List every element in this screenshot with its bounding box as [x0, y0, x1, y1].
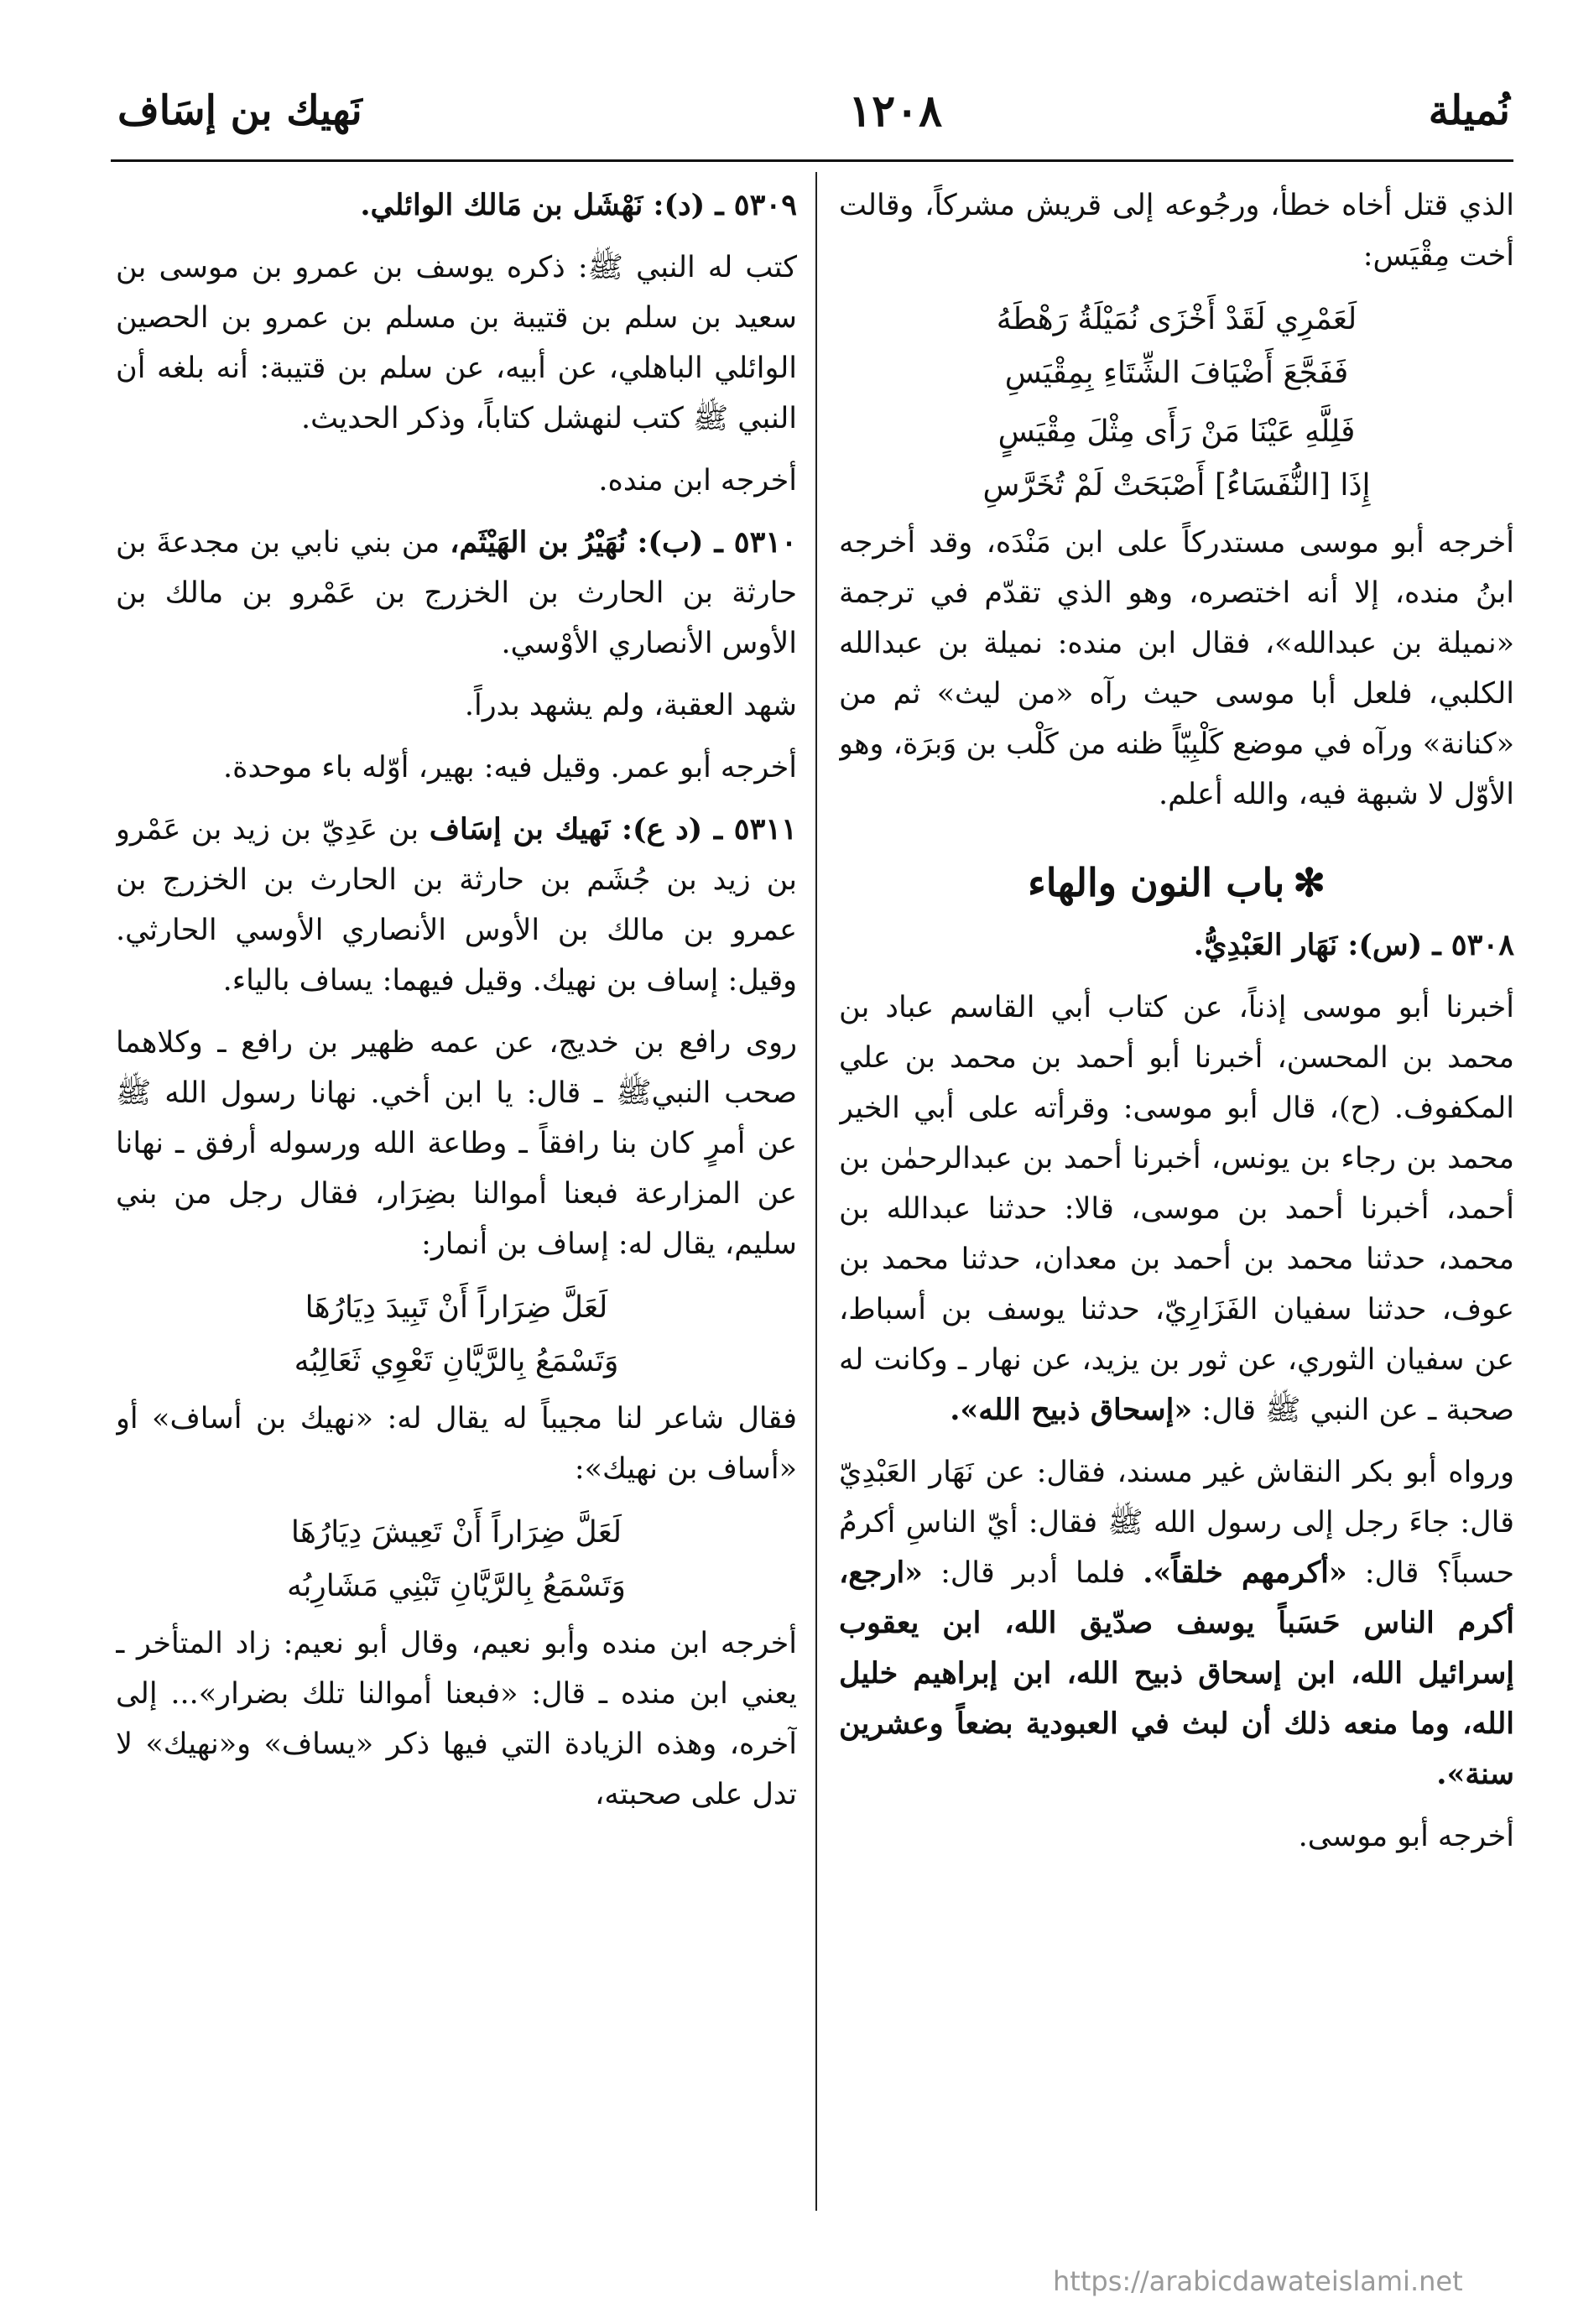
paragraph: أخرجه أبو عمر. وقيل فيه: بهير، أوّله باء موحدة. [223, 751, 797, 784]
entry-heading-5310: ٥٣١٠ ـ (ب): نُهَيْرُ بن الهَيْثَم، [450, 525, 797, 560]
chapter-title: باب النون والهاء [1028, 860, 1285, 905]
paragraph-text: من بني نابي بن مجدعةَ بن حارثة بن الحارث بن الخزرج بن عَمْرو بن مالك بن الأوس الأنصاري الأوْسي. [116, 526, 797, 660]
paragraph-text: فلما أدبر قال: [940, 1556, 1126, 1590]
paragraph: روى رافع بن خديج، عن عمه ظهير بن رافع ـ وكلاهما صحب النبيﷺ ـ قال: يا ابن أخي. نهانا رسول الله ﷺ عن أمرٍ كان بنا رافقاً ـ وطاعة الله ورسوله أرفق ـ نهانا عن المزارعة فبعنا أموالنا بضِرَار، فقال رجل من بني سليم، يقال له: إساف بن أنمار: [116, 1026, 797, 1261]
entry-heading-5311: ٥٣١١ ـ (د ع): نَهيك بن إسَاف [429, 812, 797, 847]
hadith-quote: «إسحاق ذبيح الله». [950, 1393, 1193, 1427]
header-rule [111, 159, 1513, 162]
paragraph: فقال شاعر لنا مجيباً له يقال له: «نهيك بن أساف» أو «أساف بن نهيك»: [116, 1402, 797, 1486]
paragraph [839, 1447, 1514, 1800]
watermark-url: https://arabicdawateislami.net [1053, 2265, 1463, 2297]
paragraph [116, 805, 797, 1006]
paragraph-text: أخبرنا أبو موسى إذناً، عن كتاب أبي القاسم عباد بن محمد بن المحسن، أخبرنا أبو أحمد بن محمد بن علي المكفوف. (ح)، قال أبو موسى: وقرأته على أبي الخير محمد بن رجاء بن يونس، أخبرنا أحمد بن عبدالرحمٰن بن أحمد، أخبرنا أحمد بن موسى، قالا: حدثنا عبدالله بن محمد، حدثنا محمد بن أحمد بن معدان، حدثنا محمد بن عوف، حدثنا سفيان الفَزَارِيّ، حدثنا يوسف بن أسباط، عن سفيان الثوري، عن ثور بن يزيد، عن نهار ـ وكانت له صحبة ـ عن النبي ﷺ قال: [839, 991, 1514, 1427]
verse-hemistich: وَتَسْمَعُ بِالرَّيَّانِ تَبْنِي مَشَارِبُه [287, 1569, 626, 1603]
paragraph: أخرجه ابن منده وأبو نعيم، وقال أبو نعيم: زاد المتأخر ـ يعني ابن منده ـ قال: «فبعنا أموالنا تلك بضرار»... إلى آخره، وهذه الزيادة التي فيها ذكر «يساف» و«نهيك» لا تدل على صحبته، [116, 1627, 797, 1811]
hadith-quote: «ارجع، أكرم الناس حَسَباً يوسف صدّيق الله، ابن يعقوب إسرائيل الله، ابن إسحاق ذبيح الله، ابن إبراهيم خليل الله، وما منعه ذلك أن لبث في العبودية بضعاً وعشرين سنة». [839, 1555, 1514, 1791]
column-divider [815, 172, 817, 2211]
paragraph: الذي قتل أخاه خطأ، ورجُوعه إلى قريش مشركاً، وقالت أخت مِقْيَس: [839, 189, 1514, 273]
paragraph-text: بن عَدِيّ بن زيد بن عَمْرو بن زيد بن جُشَم بن حارثة بن الحارث بن الخزرج بن عمرو بن مالك بن الأوس الأنصاري الأوسي الحارثي. وقيل: إساف بن نهيك. وقيل فيهما: يساف بالياء. [116, 813, 797, 998]
right-column [839, 180, 1514, 2228]
verse-hemistich: لَعَلَّ ضِرَاراً أَنْ تَعِيشَ دِيَارُهَا [290, 1515, 622, 1550]
verse-hemistich: إِذَا [النُّفَسَاءُ] أَصْبَحَتْ لَمْ تُخَرَّسِ [982, 468, 1371, 503]
header-right-title: نُميلة [1428, 87, 1510, 134]
chapter-heading [839, 853, 1514, 912]
star-ornament-icon: ✻ [1293, 860, 1326, 905]
paragraph [839, 982, 1514, 1436]
verse [839, 405, 1514, 513]
entry-heading-5308: ٥٣٠٨ ـ (س): نَهَار العَبْدِيُّ. [1193, 928, 1514, 962]
paragraph [116, 518, 797, 669]
paragraph: أخرجه أبو موسى مستدركاً على ابن مَنْدَه، وقد أخرجه ابنُ منده، إلا أنه اختصره، وهو الذي تقدّم في ترجمة «نميلة بن عبدالله»، فقال ابن منده: نميلة بن عبدالله الكلبي، فلعل أبا موسى حيث رآه «من ليث» ثم من «كنانة» ورآه في موضع كَلْبِيّاً ظنه من كَلْب بن وَبرَة، وهو الأوّل لا شبهة فيه، والله أعلم. [839, 526, 1514, 811]
running-header [117, 77, 1510, 144]
page-number: ١٢٠٨ [848, 85, 943, 137]
paragraph-text: ورواه أبو بكر النقاش غير مسند، فقال: عن نَهَار العَبْدِيّ قال: جاءَ رجل إلى رسول الله ﷺ فقال: أيّ الناسِ أكرمُ حسباً؟ قال: [839, 1456, 1514, 1590]
hadith-quote: «أكرمهم خلقاً». [1143, 1555, 1347, 1590]
left-column [116, 180, 797, 2228]
verse-hemistich: وَتَسْمَعُ بِالرَّيَّانِ تَعْوِي ثَعَالِبُه [294, 1344, 619, 1378]
verse [116, 1281, 797, 1389]
paragraph: أخرجه أبو موسى. [1298, 1820, 1514, 1853]
verse [116, 1506, 797, 1613]
header-left-title: نَهيك بن إسَاف [117, 87, 362, 134]
verse-hemistich: لَعَمْرِي لَقَدْ أَخْزَى نُمَيْلَةُ رَهْطَهُ [996, 302, 1357, 336]
verse [839, 293, 1514, 400]
verse-hemistich: لَعَلَّ ضِرَاراً أَنْ تَبِيدَ دِيَارُهَا [305, 1290, 608, 1325]
paragraph: كتب له النبي ﷺ: ذكره يوسف بن عمرو بن موسى بن سعيد بن سلم بن قتيبة بن مسلم بن عمرو بن الحصين الوائلي الباهلي، عن أبيه، عن سلم بن قتيبة: أنه بلغه أن النبي ﷺ كتب لنهشل كتاباً، وذكر الحديث. [116, 251, 797, 435]
verse-hemistich: فَفَجَّعَ أَضْيَافَ الشِّتَاءِ بِمِقْيَسِ [1004, 356, 1349, 390]
verse-hemistich: فَلِلَّهِ عَيْنَا مَنْ رَأَى مِثْلَ مِقْيَسٍ [997, 414, 1356, 449]
paragraph: أخرجه ابن منده. [598, 464, 797, 498]
paragraph: شهد العقبة، ولم يشهد بدراً. [464, 689, 797, 722]
entry-heading-5309: ٥٣٠٩ ـ (د): نَهْشَل بن مَالك الوائلي. [360, 188, 797, 222]
